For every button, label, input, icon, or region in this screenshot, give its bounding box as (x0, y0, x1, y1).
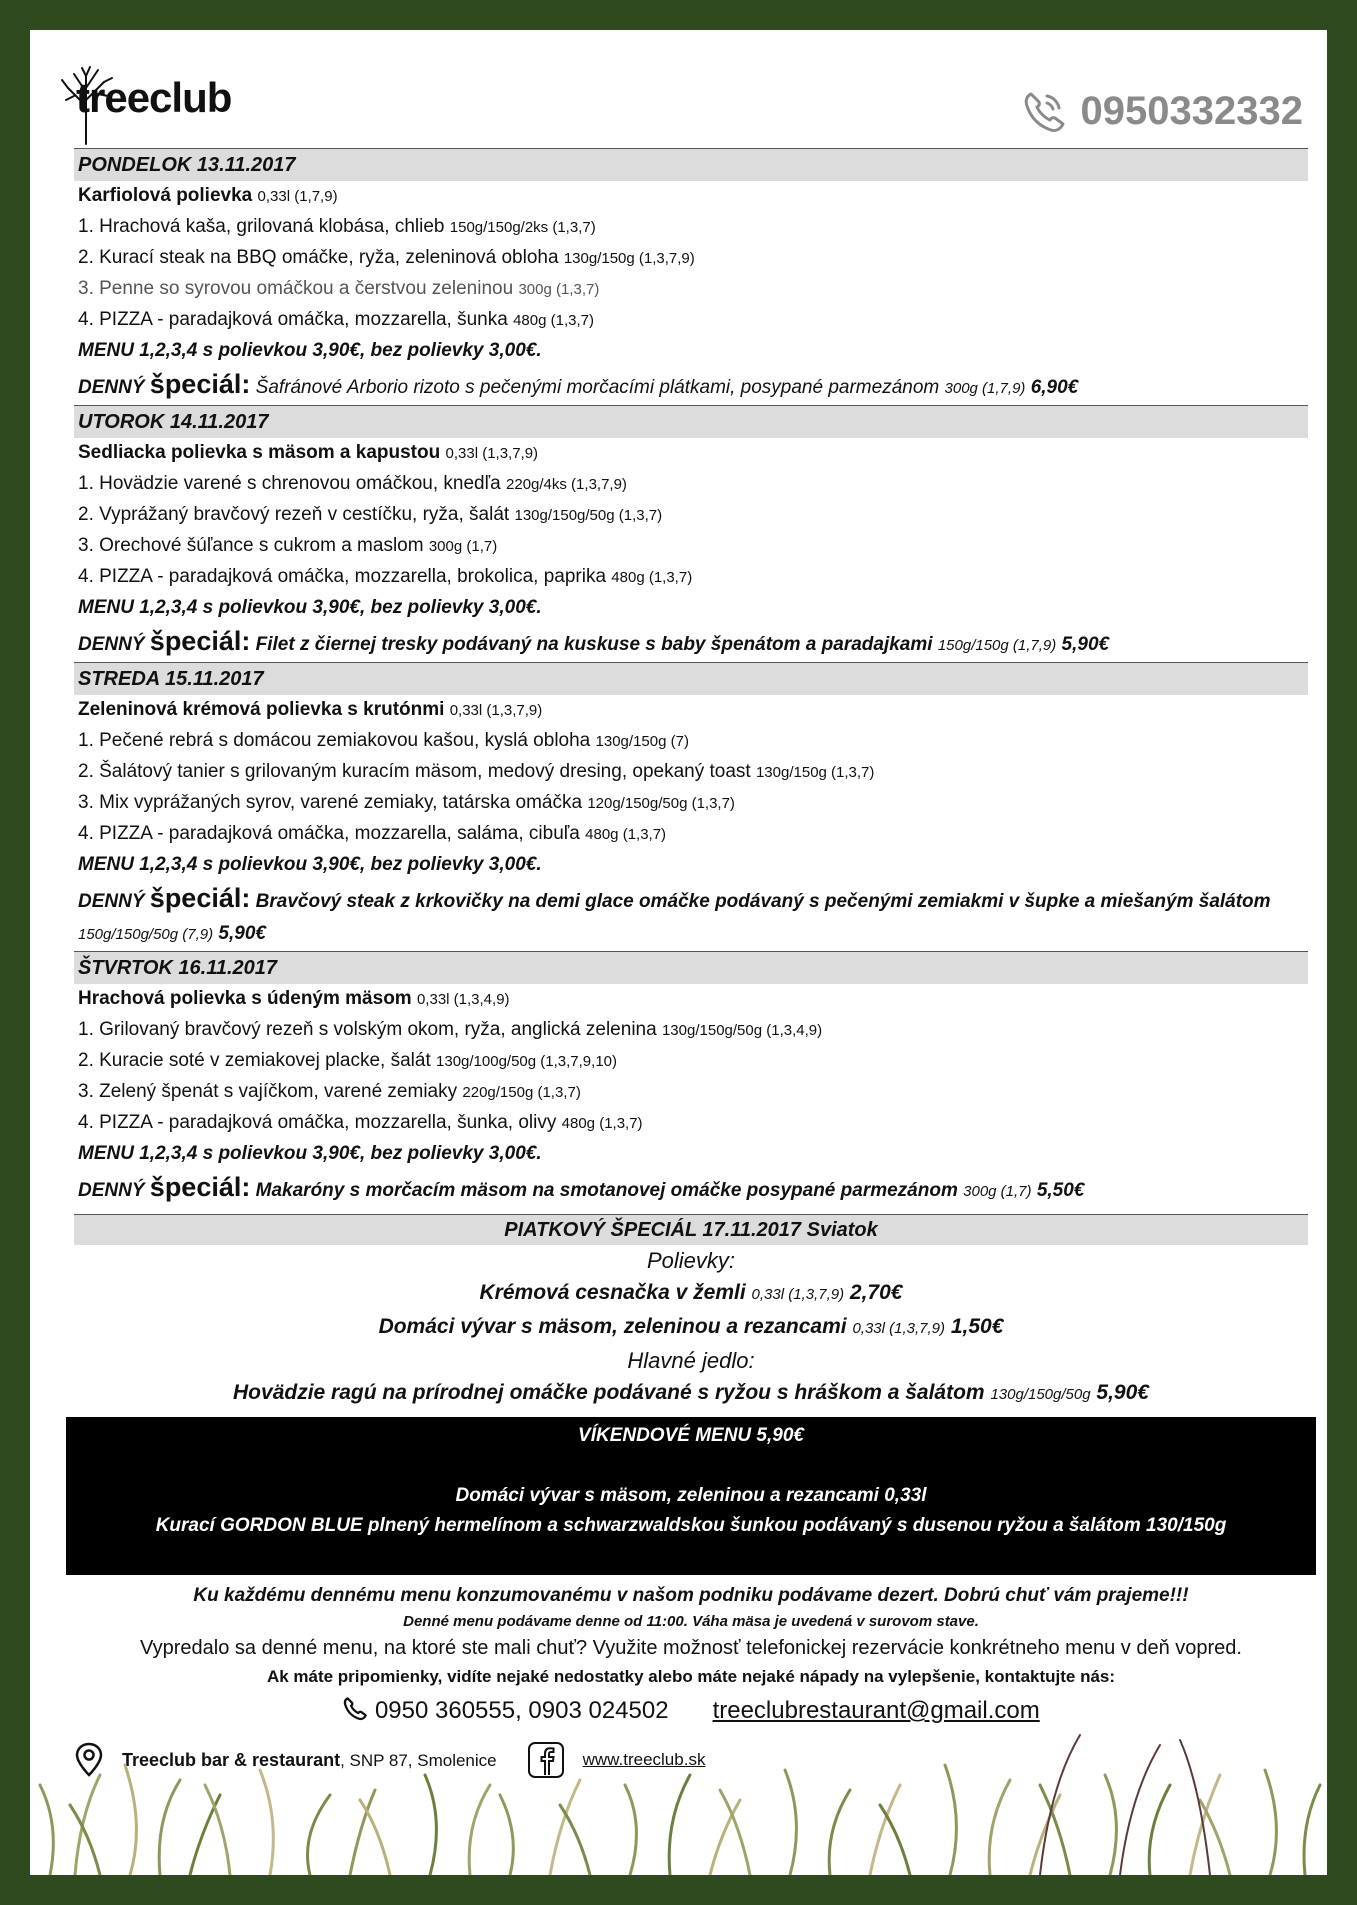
weekend-line-2: Kurací GORDON BLUE plnený hermelínom a schwarzwaldskou šunkou podávaný s dusenou ryžou a šalátom 130/150g (155, 1515, 1227, 1536)
special-label: špeciál: (149, 1172, 251, 1202)
venue-address: , SNP 87, Smolenice (340, 1750, 497, 1770)
menu-item-text: 4. PIZZA - paradajková omáčka, mozzarella, saláma, cibuľa (78, 823, 580, 844)
menu-item-text: 3. Penne so syrovou omáčkou a čerstvou zeleninou (78, 278, 514, 299)
dessert-note: Ku každému dennému menu konzumovanému v našom podniku podávame dezert. Dobrú chuť vám prajeme!!! (193, 1585, 1189, 1606)
special-price: 5,90€ (218, 923, 266, 944)
menu-item (74, 819, 1308, 850)
menu-item-text: 2. Kurací steak na BBQ omáčke, ryža, zeleninová obloha (78, 247, 559, 268)
menu-item (74, 1108, 1308, 1139)
venue-name: Treeclub bar & restaurant (122, 1749, 341, 1770)
soup-line (74, 438, 1308, 469)
hours-note: Denné menu podávame denne od 11:00. Váha mäsa je uvedená v surovom stave. (403, 1613, 979, 1630)
menu-item (74, 757, 1308, 788)
menu-item-detail: 480g (1,3,7) (561, 1115, 643, 1132)
menu-item (74, 469, 1308, 500)
friday-soup-1 (74, 1277, 1308, 1311)
daily-special (74, 625, 1308, 662)
menu-item-text: 1. Hovädzie varené s chrenovou omáčkou, knedľa (78, 473, 501, 494)
soup-detail: 0,33l (1,3,4,9) (416, 991, 510, 1008)
contact-email-link[interactable]: treeclubrestaurant@gmail.com (712, 1697, 1040, 1724)
menu-item (74, 726, 1308, 757)
friday-main-text: Hovädzie ragú na prírodnej omáčke podávané s ryžou s hráškom a šalátom (233, 1381, 985, 1404)
phone-icon (342, 1695, 368, 1721)
soup-detail: 0,33l (1,7,9) (257, 188, 338, 205)
friday-main-price: 5,90€ (1096, 1381, 1149, 1404)
menu-item-text: 2. Šalátový tanier s grilovaným kuracím mäsom, medový dresing, opekaný toast (78, 761, 751, 782)
special-lead: DENNÝ (78, 634, 145, 655)
special-price: 5,50€ (1036, 1180, 1085, 1201)
menu-item-text: 4. PIZZA - paradajková omáčka, mozzarella, šunka, olivy (78, 1112, 557, 1133)
menu-item-detail: 300g (1,3,7) (518, 281, 600, 298)
menu-item (74, 531, 1308, 562)
soups-label: Polievky: (646, 1248, 736, 1273)
phone-icon (1021, 88, 1067, 134)
day-section-thursday (74, 951, 1308, 1208)
friday-section (74, 1214, 1308, 1411)
menu-item-detail: 480g (1,3,7) (611, 569, 693, 586)
soup-line (74, 695, 1308, 726)
website-link[interactable]: www.treeclub.sk (582, 1750, 706, 1769)
weekend-menu-box (66, 1417, 1316, 1575)
friday-soup-2 (74, 1311, 1308, 1345)
menu-item-detail: 220g/4ks (1,3,7,9) (506, 476, 627, 493)
special-label: špeciál: (149, 626, 251, 656)
weekend-title: VÍKENDOVÉ MENU 5,90€ (578, 1425, 804, 1446)
special-label: špeciál: (149, 883, 251, 913)
friday-soup-price: 1,50€ (950, 1315, 1004, 1338)
daily-special (74, 882, 1308, 951)
friday-soup-text: Krémová cesnačka v žemli (479, 1281, 746, 1304)
menu-item-detail: 480g (1,3,7) (513, 312, 594, 329)
menu-item-detail: 130g/100g/50g (1,3,7,9,10) (436, 1053, 617, 1070)
soup-detail: 0,33l (1,3,7,9) (445, 445, 539, 462)
menu-item (74, 1015, 1308, 1046)
special-price: 5,90€ (1061, 634, 1110, 655)
special-text: Šafránové Arborio rizoto s pečenými morčacími plátkami, posypané parmezánom (255, 377, 940, 398)
menu-item-text: 3. Zelený špenát s vajíčkom, varené zemiaky (78, 1081, 458, 1102)
friday-soup-detail: 0,33l (1,3,7,9) (751, 1286, 845, 1303)
menu-price-line: MENU 1,2,3,4 s polievkou 3,90€, bez polievky 3,00€. (78, 1143, 542, 1164)
contact-phones-text: 0950 360555, 0903 024502 (374, 1697, 669, 1724)
menu-item-text: 1. Pečené rebrá s domácou zemiakovou kašou, kyslá obloha (78, 730, 591, 751)
menu-item (74, 500, 1308, 531)
special-detail: 300g (1,7) (963, 1183, 1032, 1200)
menu-item-text: 2. Kuracie soté v zemiakovej placke, šalát (78, 1050, 431, 1071)
friday-title: PIATKOVÝ ŠPECIÁL 17.11.2017 Sviatok (74, 1214, 1308, 1245)
menu-item-detail: 300g (1,7) (428, 538, 498, 555)
daily-special (74, 1171, 1308, 1208)
soup-line (74, 181, 1308, 212)
weekend-line-1: Domáci vývar s mäsom, zeleninou a rezancami 0,33l (455, 1485, 927, 1506)
day-section-monday (74, 148, 1308, 405)
friday-soup-detail: 0,33l (1,3,7,9) (852, 1320, 946, 1337)
menu-item-text: 1. Hrachová kaša, grilovaná klobása, chlieb (78, 216, 445, 237)
menu-item-text: 3. Orechové šúľance s cukrom a maslom (78, 535, 424, 556)
menu-price-line: MENU 1,2,3,4 s polievkou 3,90€, bez polievky 3,00€. (78, 854, 542, 875)
soup-name: Karfiolová polievka (78, 185, 253, 206)
soup-detail: 0,33l (1,3,7,9) (449, 702, 543, 719)
soup-name: Zeleninová krémová polievka s krutónmi (78, 699, 445, 720)
soup-name: Sedliacka polievka s mäsom a kapustou (78, 442, 441, 463)
menu-item (74, 1046, 1308, 1077)
menu-item-text: 3. Mix vyprážaných syrov, varené zemiaky, tatárska omáčka (78, 792, 583, 813)
grass-decoration-icon (30, 1725, 1327, 1875)
special-detail: 300g (1,7,9) (944, 380, 1026, 397)
special-lead: DENNÝ (78, 377, 145, 398)
special-lead: DENNÝ (78, 1180, 145, 1201)
special-text: Makaróny s morčacím mäsom na smotanovej omáčke posypané parmezánom (255, 1180, 958, 1201)
menu-price-line: MENU 1,2,3,4 s polievkou 3,90€, bez polievky 3,00€. (78, 340, 542, 361)
day-date: UTOROK 14.11.2017 (74, 405, 1308, 438)
header-phone[interactable] (1021, 88, 1303, 134)
special-price: 6,90€ (1030, 377, 1079, 398)
day-section-tuesday (74, 405, 1308, 662)
menu-item-detail: 130g/150g/50g (1,3,7) (514, 507, 663, 524)
menu-item (74, 1077, 1308, 1108)
menu-item-detail: 120g/150g/50g (1,3,7) (587, 795, 735, 812)
header-phone-number: 0950332332 (1080, 88, 1303, 133)
special-text: Filet z čiernej tresky podávaný na kuskuse s baby špenátom a paradajkami (255, 634, 933, 655)
special-lead: DENNÝ (78, 891, 145, 912)
menu-item-detail: 480g (1,3,7) (585, 826, 667, 843)
friday-soup-text: Domáci vývar s mäsom, zeleninou a rezancami (378, 1315, 847, 1338)
menu-item-text: 4. PIZZA - paradajková omáčka, mozzarella, brokolica, paprika (78, 566, 607, 587)
daily-special (74, 368, 1308, 405)
menu-item-detail: 150g/150g/2ks (1,3,7) (449, 219, 596, 236)
soup-line (74, 984, 1308, 1015)
special-text: Bravčový steak z krkovičky na demi glace omáčke podávaný s pečenými zemiakmi v šupke a miešaným šalátom (255, 891, 1271, 912)
menu-item-text: 1. Grilovaný bravčový rezeň s volským okom, ryža, anglická zelenina (78, 1019, 657, 1040)
feedback-note: Ak máte pripomienky, vidíte nejaké nedostatky alebo máte nejaké nápady na vylepšenie, kontaktujte nás: (266, 1667, 1116, 1686)
special-label: špeciál: (149, 369, 251, 399)
menu-item (74, 212, 1308, 243)
menu-item (74, 274, 1308, 305)
menu-item-detail: 130g/150g (1,3,7,9) (563, 250, 695, 267)
menu-item (74, 243, 1308, 274)
day-section-wednesday (74, 662, 1308, 951)
soup-name: Hrachová polievka s údeným mäsom (78, 988, 412, 1009)
friday-soup-price: 2,70€ (849, 1281, 903, 1304)
day-date: ŠTVRTOK 16.11.2017 (74, 951, 1308, 984)
reservation-note: Vypredalo sa denné menu, na ktoré ste mali chuť? Využite možnosť telefonickej rezervácie konkrétneho menu v deň vopred. (140, 1637, 1242, 1659)
day-date: PONDELOK 13.11.2017 (74, 148, 1308, 181)
menu-item-detail: 130g/150g/50g (1,3,4,9) (661, 1022, 823, 1039)
menu-price-line: MENU 1,2,3,4 s polievkou 3,90€, bez polievky 3,00€. (78, 597, 542, 618)
menu-item-detail: 130g/150g (7) (595, 733, 689, 750)
page-inner (30, 30, 1327, 1875)
friday-main-detail: 130g/150g/50g (990, 1386, 1091, 1403)
special-detail: 150g/150g/50g (7,9) (78, 926, 214, 943)
logo-text: treeclub (76, 74, 232, 121)
day-date: STREDA 15.11.2017 (74, 662, 1308, 695)
menu-item-detail: 130g/150g (1,3,7) (755, 764, 875, 781)
special-detail: 150g/150g (1,7,9) (937, 637, 1057, 654)
menu-content (74, 148, 1308, 1779)
main-label: Hlavné jedlo: (627, 1348, 755, 1373)
friday-main (74, 1377, 1308, 1411)
menu-item-text: 2. Vyprážaný bravčový rezeň v cestíčku, ryža, šalát (78, 504, 510, 525)
menu-item-detail: 220g/150g (1,3,7) (462, 1084, 581, 1101)
menu-item (74, 562, 1308, 593)
menu-item-text: 4. PIZZA - paradajková omáčka, mozzarella, šunka (78, 309, 508, 330)
menu-item (74, 305, 1308, 336)
menu-item (74, 788, 1308, 819)
